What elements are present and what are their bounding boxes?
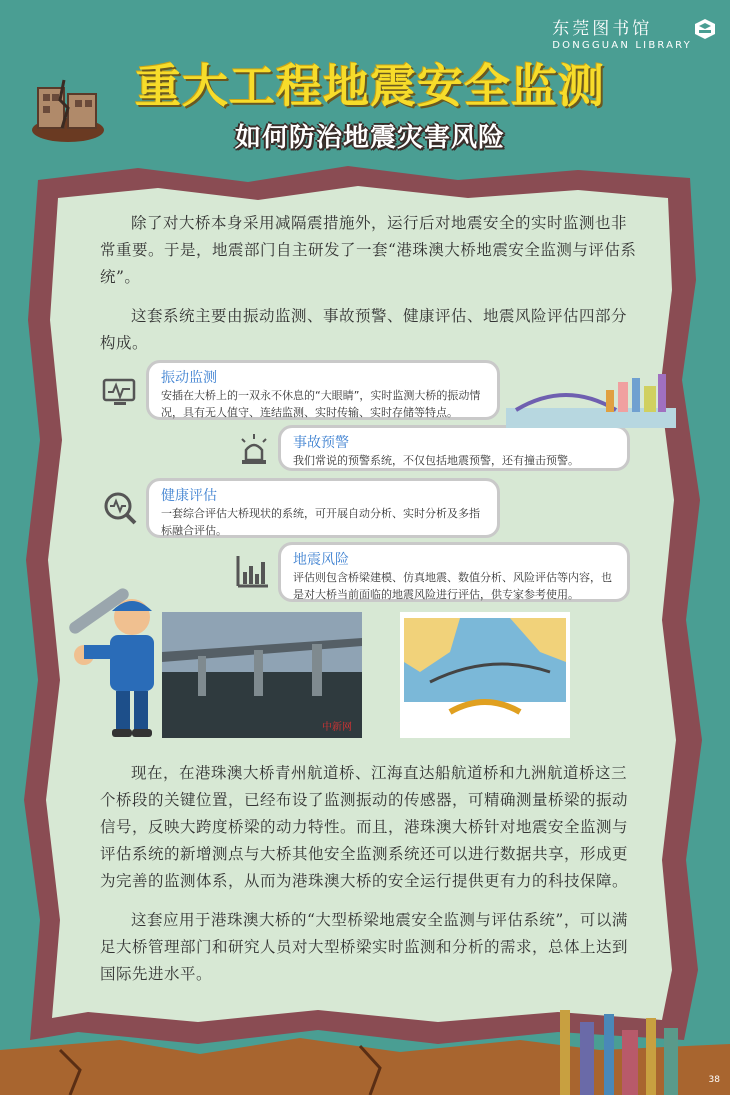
ground-crack-decoration bbox=[0, 1010, 730, 1095]
library-logo-icon bbox=[694, 18, 716, 40]
card-vibration-monitoring bbox=[146, 360, 500, 420]
bridge-photo bbox=[162, 612, 362, 738]
card-title-health: 健康评估 bbox=[161, 488, 217, 504]
page-subtitle: 如何防治地震灾害风险 bbox=[234, 123, 505, 153]
page-title: 重大工程地震安全监测 bbox=[135, 59, 605, 113]
bridge-map-image bbox=[400, 612, 570, 738]
alarm-icon bbox=[234, 430, 274, 470]
card-accident-warning bbox=[278, 425, 630, 471]
monitor-icon bbox=[100, 372, 140, 412]
card-title-vibration: 振动监测 bbox=[161, 370, 217, 386]
card-earthquake-risk bbox=[278, 542, 630, 602]
card-health-assessment bbox=[146, 478, 500, 538]
library-brand bbox=[552, 14, 692, 51]
intro-paragraph-2: 这套系统主要由振动监测、事故预警、健康评估、地震风险评估四部分构成。 bbox=[100, 307, 628, 352]
card-title-warning: 事故预警 bbox=[293, 435, 349, 451]
cracked-house-icon bbox=[28, 70, 108, 150]
bridge-city-illustration bbox=[506, 370, 676, 430]
library-name-en: DONGGUAN LIBRARY bbox=[552, 40, 692, 51]
page-number: 38 bbox=[708, 1075, 720, 1085]
body-paragraph-2: 这套应用于港珠澳大桥的“大型桥梁地震安全监测与评估系统”，可以满足大桥管理部门和研究人员对大型桥梁实时监测和分析的需求，总体上达到国际先进水平。 bbox=[100, 911, 629, 983]
card-title-risk: 地震风险 bbox=[293, 552, 349, 568]
photo-watermark: 中新网 bbox=[322, 722, 352, 733]
card-text-risk: 评估则包含桥梁建模、仿真地震、数值分析、风险评估等内容，也是对大桥当前面临的地震风险进行评估，供专家参考使用。 bbox=[293, 571, 612, 601]
body-paragraph-1: 现在，在港珠澳大桥青州航道桥、江海直达船航道桥和九洲航道桥这三个桥段的关键位置，已经布设了监测振动的传感器，可精确测量桥梁的振动信号，反映大跨度桥梁的动力特性。而且，港珠澳大桥针对地震安全监测与评估系统的新增测点与大桥其他安全监测系统还可以进行数据共享，形成更为完善的监测体系，从而为港珠澳大桥的安全运行提供更有力的科技保障。 bbox=[100, 764, 629, 890]
card-text-vibration: 安插在大桥上的一双永不休息的“大眼睛”，实时监测大桥的振动情况，具有无人值守、连结监测、实时传输、实时存储等特点。 bbox=[161, 389, 481, 419]
intro-paragraph-1: 除了对大桥本身采用减隔震措施外，运行后对地震安全的实时监测也非常重要。于是，地震部门自主研发了一套“港珠澳大桥地震安全监测与评估系统”。 bbox=[100, 214, 637, 286]
body-section bbox=[100, 760, 640, 1000]
card-text-warning: 我们常说的预警系统，不仅包括地震预警，还有撞击预警。 bbox=[293, 454, 579, 467]
chart-icon bbox=[234, 552, 274, 592]
intro-section bbox=[100, 210, 640, 369]
analysis-icon bbox=[100, 488, 140, 528]
card-text-health: 一套综合评估大桥现状的系统，可开展自动分析、实时分析及多指标融合评估。 bbox=[161, 507, 480, 537]
library-name-cn: 东莞图书馆 bbox=[552, 19, 653, 39]
